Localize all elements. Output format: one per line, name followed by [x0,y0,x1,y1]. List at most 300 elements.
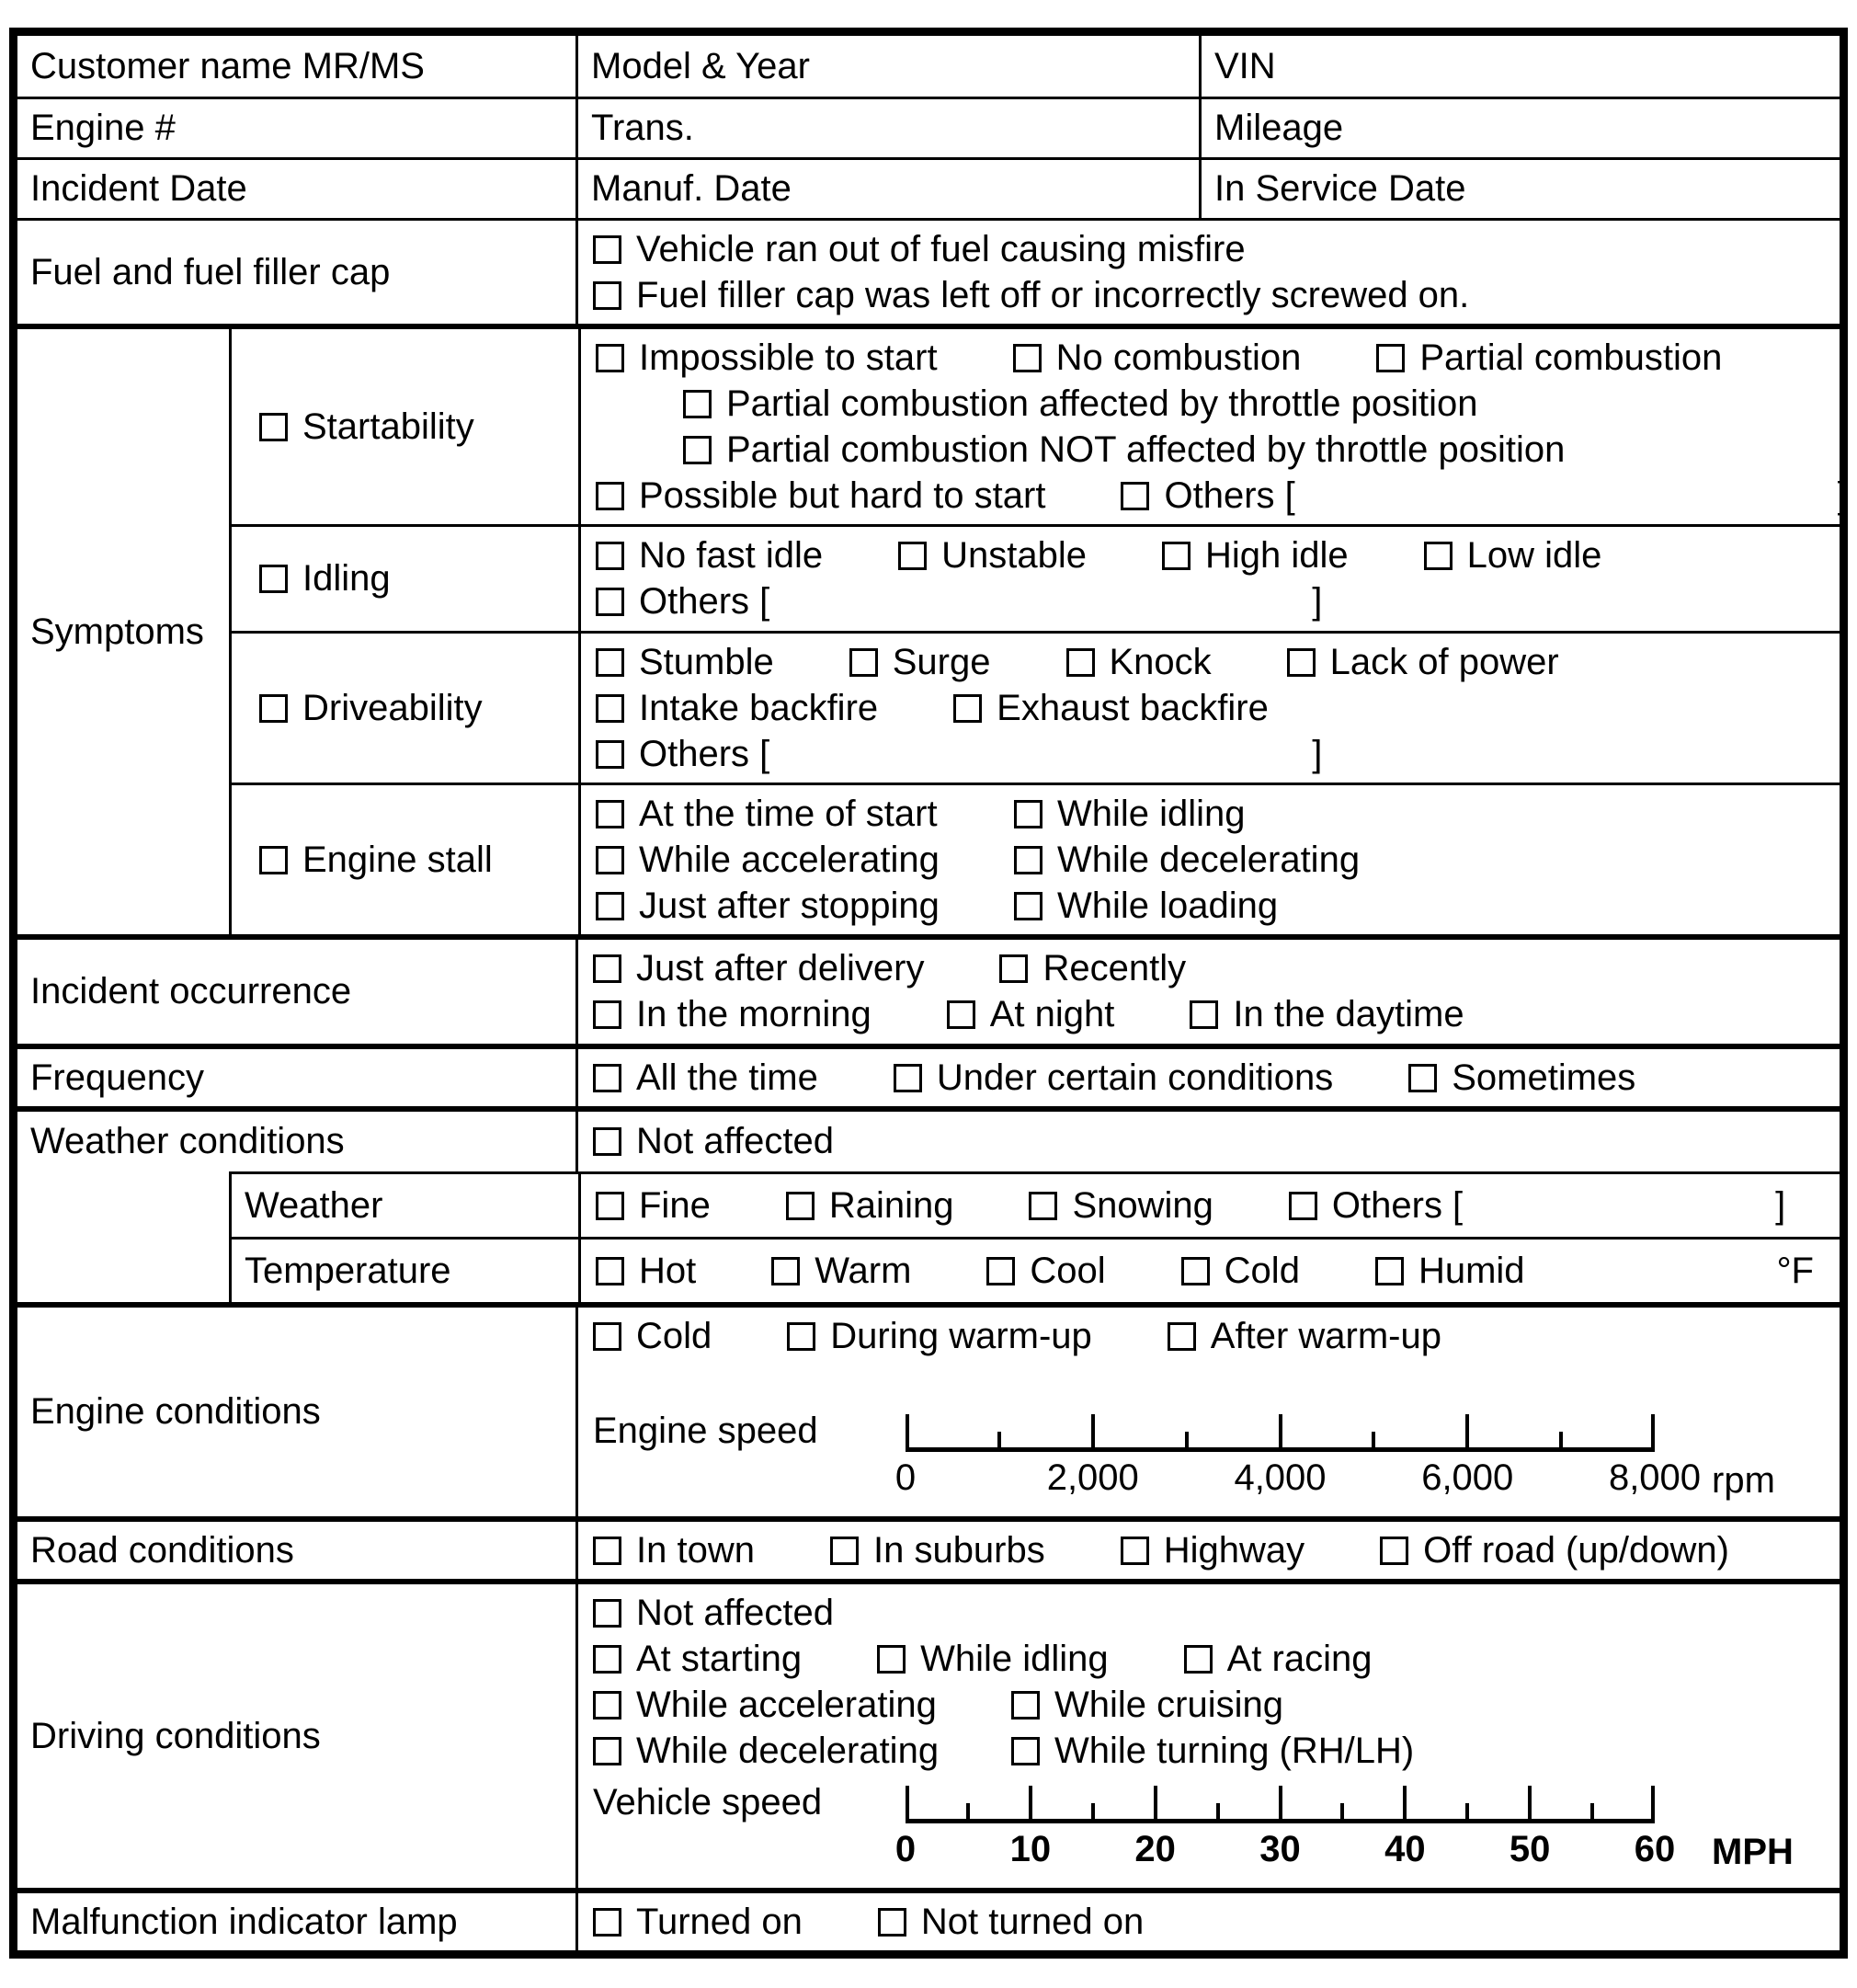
weather-sublabel: Weather [229,1171,578,1237]
option-label: Exhaust backfire [997,687,1269,728]
option [593,1121,834,1162]
option-label: Others [ [1164,474,1295,516]
option-line [596,533,1848,579]
checkbox[interactable] [771,1257,800,1285]
checkbox[interactable] [1168,1322,1196,1351]
road-conditions-label: Road conditions [17,1522,578,1579]
vehicle-speed-unit: MPH [1712,1832,1794,1872]
checkbox[interactable] [878,1908,906,1937]
option [596,642,774,683]
symptom-row-idling [232,524,1848,631]
checkbox[interactable] [898,542,927,570]
scale-tick-label: 0 [894,1457,917,1498]
checkbox[interactable] [596,892,624,920]
option [593,1593,834,1634]
checkbox[interactable] [596,694,624,723]
weather-spacer [17,1237,229,1302]
engine-stall-subcell [232,785,581,934]
option-label: While cruising [1054,1684,1283,1725]
option [1066,642,1212,683]
field-incident-date[interactable]: Incident Date [17,160,578,218]
option [596,688,878,729]
engine-conditions-label: Engine conditions [17,1308,578,1516]
option [1181,1251,1300,1292]
option-line [593,226,1840,272]
option-line [593,1682,1840,1728]
option-label: At night [989,994,1115,1034]
checkbox[interactable] [593,1645,621,1674]
option-label: Low idle [1466,535,1602,576]
option-label: Others [ [639,733,770,774]
checkbox[interactable] [999,954,1028,983]
option-label: Unstable [941,535,1087,576]
option-line [593,1055,1840,1101]
checkbox[interactable] [1011,1737,1040,1765]
option [849,642,991,683]
scale-tick [1403,1786,1407,1819]
option [593,1639,802,1680]
option [596,794,1014,835]
option-line [593,1728,1840,1774]
option [878,1902,1144,1943]
bracket-close: ] [1312,733,1323,774]
checkbox[interactable] [596,846,624,874]
checkbox[interactable] [593,954,621,983]
engine-speed-unit: rpm [1712,1460,1775,1501]
checkbox[interactable] [953,694,982,723]
option [596,337,938,379]
option-label: Intake backfire [639,687,879,728]
option [1014,794,1246,835]
option [999,948,1186,989]
checkbox[interactable] [1289,1192,1317,1220]
section-engine-conditions [17,1302,1840,1516]
section-driving-conditions [17,1579,1840,1888]
scale-tick [1372,1432,1375,1447]
incident-occurrence-label: Incident occurrence [17,940,578,1044]
vehicle-speed-ruler [894,1785,1794,1875]
option-label: No fast idle [639,535,824,576]
option [1011,1731,1414,1772]
option-line [593,992,1840,1038]
option-label: Others [ [639,581,770,622]
checkbox[interactable] [1014,892,1042,920]
option [683,429,1565,471]
scale-tick [1340,1803,1344,1819]
option [1376,337,1722,379]
option [894,1057,1333,1099]
scale-tick-label: 40 [1384,1829,1426,1869]
option-label: Not turned on [920,1901,1145,1942]
checkbox[interactable] [1121,1537,1149,1565]
scale-tick [1528,1786,1532,1819]
checkbox[interactable] [259,565,288,593]
option [683,383,1478,425]
checkbox[interactable] [596,588,624,616]
option-line [593,1590,1840,1636]
option [953,688,1269,729]
bracket-close: ] [1775,1184,1786,1226]
scale-tick-label: 50 [1509,1829,1551,1869]
option-label: Raining [828,1184,954,1226]
symptom-row-driveability [232,631,1848,783]
checkbox[interactable] [259,694,288,723]
option-line [596,579,1848,625]
option [1168,1316,1441,1357]
checkbox[interactable] [894,1064,922,1092]
scale-tick [1091,1414,1095,1447]
scale-tick [906,1414,909,1447]
checkbox[interactable] [1181,1257,1210,1285]
option [787,1316,1092,1357]
option-label: Stumble [639,641,774,682]
option [1380,1530,1729,1571]
option-label: Cool [1030,1250,1106,1291]
option-label: Engine stall [302,839,493,880]
checkbox[interactable] [596,800,624,828]
option-label: Partial combustion affected by throttle position [726,383,1478,424]
option-label: In the morning [636,994,872,1034]
option [596,1251,696,1292]
unit-label [1777,1251,1814,1292]
option [1121,1530,1304,1571]
field-trans[interactable]: Trans. [578,99,1202,157]
option-label: Lack of power [1329,641,1559,682]
field-vin[interactable]: VIN [1214,45,1276,86]
scale-tick [1216,1803,1220,1819]
option-label: Recently [1042,948,1187,988]
checkbox[interactable] [1066,648,1095,677]
scale-tick [1279,1414,1282,1447]
checkbox[interactable] [596,542,624,570]
bracket-close: ] [1837,474,1848,516]
option-label: Knock [1109,641,1212,682]
option [596,581,1322,623]
checkbox[interactable] [596,344,624,372]
option-line [596,335,1848,381]
scale-tick [906,1786,909,1819]
option-line [596,473,1848,519]
checkbox[interactable] [1380,1537,1408,1565]
option [1408,1057,1635,1099]
checkbox[interactable] [259,413,288,441]
checkbox[interactable] [1375,1257,1404,1285]
fuel-label: Fuel and fuel filler cap [17,221,578,324]
checkbox[interactable] [596,1192,624,1220]
scale-tick [1651,1786,1655,1819]
option [593,229,1246,270]
weather-head-row [17,1112,1840,1171]
option-line [593,1313,1840,1359]
field-customer-name[interactable]: Customer name MR/MS [17,36,578,97]
option [1029,1185,1213,1227]
vehicle-diagnostic-form [9,28,1848,1959]
option-label: High idle [1204,535,1349,576]
option-label: Cold [1224,1250,1300,1291]
option-label: Startability [302,406,474,447]
weather-sub-row [17,1171,1840,1237]
checkbox[interactable] [830,1537,859,1565]
checkbox[interactable] [596,1257,624,1285]
option-label: Others [ [1331,1184,1464,1226]
scale-tick [1279,1786,1282,1819]
vehicle-speed-scale [593,1782,1840,1882]
option-line [593,946,1840,992]
option-label: Highway [1163,1529,1305,1571]
option-label: While idling [920,1638,1109,1679]
checkbox[interactable] [1029,1192,1057,1220]
checkbox[interactable] [787,1322,815,1351]
option [593,1530,755,1571]
option [593,1731,1011,1772]
symptom-row-engine-stall [232,783,1848,934]
section-road-conditions [17,1516,1840,1579]
option-label: Off road (up/down) [1423,1529,1729,1571]
option-line [596,791,1848,837]
option-label: Idling [302,558,391,599]
option-label: Hot [639,1250,697,1291]
checkbox[interactable] [683,436,712,464]
checkbox[interactable] [593,1599,621,1628]
frequency-label: Frequency [17,1049,578,1106]
option [1289,1185,1785,1227]
option-label: Humid [1418,1250,1525,1291]
startability-subcell [232,329,581,524]
checkbox[interactable] [849,648,878,677]
section-symptoms [17,324,1848,934]
option-line [596,837,1848,883]
scale-tick-label: 60 [1634,1829,1676,1869]
option-label: While turning (RH/LH) [1054,1730,1415,1771]
scale-tick-label: 6,000 [1421,1457,1514,1498]
option-label: Impossible to start [639,337,938,378]
option-label: During warm-up [830,1315,1092,1356]
checkbox[interactable] [593,1691,621,1720]
checkbox[interactable] [1011,1691,1040,1720]
checkbox[interactable] [1287,648,1316,677]
option [1190,994,1464,1035]
option-label: While accelerating [639,839,940,880]
option-line [593,1899,1840,1945]
option-label: At starting [636,1638,803,1679]
option-label: Surge [892,641,991,682]
engine-speed-label: Engine speed [593,1411,818,1451]
option-label: Fuel filler cap was left off or incorrectly screwed on. [636,274,1470,315]
field-engine-number[interactable]: Engine # [17,99,578,157]
checkbox[interactable] [1014,800,1042,828]
checkbox[interactable] [1190,1000,1218,1029]
scale-tick-label: 20 [1134,1829,1176,1869]
weather-conditions-label: Weather conditions [17,1112,578,1171]
scale-tick [1154,1786,1157,1819]
option-label: All the time [636,1057,818,1098]
symptoms-label: Symptoms [30,611,204,652]
option-label: While decelerating [636,1730,940,1771]
engine-speed-scale [593,1411,1840,1511]
option-line [593,1527,1840,1573]
checkbox[interactable] [877,1645,906,1674]
checkbox[interactable] [593,281,621,310]
option-label: At the time of start [639,793,938,834]
option [593,1057,818,1099]
option [593,275,1469,316]
checkbox[interactable] [593,1537,621,1565]
weather-spacer [17,1171,229,1237]
option [1121,475,1847,517]
option [1011,1685,1283,1726]
checkbox[interactable] [593,1064,621,1092]
option [593,948,924,989]
option-line [593,1636,1840,1682]
option-label: Driveability [302,687,483,728]
engine-speed-ruler [894,1413,1775,1503]
checkbox[interactable] [1184,1645,1213,1674]
option-label: Fine [639,1184,711,1226]
option-label: °F [1776,1250,1814,1291]
checkbox[interactable] [786,1192,815,1220]
option [1375,1251,1525,1292]
option-label: In suburbs [872,1529,1045,1571]
scale-tick-label: 30 [1259,1829,1301,1869]
option-label: Partial combustion NOT affected by throttle position [726,428,1566,470]
checkbox[interactable] [593,235,621,264]
checkbox[interactable] [986,1257,1015,1285]
option [596,734,1322,775]
option [596,535,823,577]
checkbox[interactable] [593,1908,621,1937]
option [986,1251,1105,1292]
field-model-year[interactable]: Model & Year [578,36,1202,97]
checkbox[interactable] [596,740,624,769]
option-label: Warm [815,1250,912,1291]
option-line [593,1119,1840,1165]
checkbox[interactable] [1424,542,1453,570]
bracket-close: ] [1312,581,1323,622]
checkbox[interactable] [593,1127,621,1156]
scale-tick-label: 4,000 [1234,1457,1327,1498]
checkbox[interactable] [1014,846,1042,874]
option [593,1685,1011,1726]
checkbox[interactable] [259,846,288,874]
scale-tick-label: 10 [1009,1829,1052,1869]
checkbox[interactable] [1162,542,1191,570]
symptom-row-startability [232,329,1848,524]
option [593,1316,712,1357]
option-label: Turned on [636,1901,803,1942]
scale-tick-label: 2,000 [1046,1457,1139,1498]
scale-tick-label: 8,000 [1608,1457,1702,1498]
option [786,1185,954,1227]
field-mileage[interactable]: Mileage [1214,108,1344,148]
option-label: No combustion [1055,337,1302,378]
checkbox[interactable] [1013,344,1042,372]
option-line [596,1248,1840,1294]
temperature-sub-row [17,1237,1840,1302]
option-label: Partial combustion [1419,337,1723,378]
checkbox[interactable] [593,1322,621,1351]
section-weather [17,1106,1840,1302]
option-label: After warm-up [1210,1315,1441,1356]
option [593,1902,803,1943]
symptoms-body [229,329,1848,934]
option [1424,535,1602,577]
checkbox[interactable] [1376,344,1405,372]
checkbox[interactable] [593,1737,621,1765]
checkbox[interactable] [683,390,712,418]
section-fuel [17,218,1840,324]
option-line [596,639,1848,685]
section-frequency [17,1044,1840,1106]
option-label: While accelerating [636,1684,937,1725]
idling-subcell [232,527,581,631]
field-in-service-date[interactable]: In Service Date [1214,168,1466,209]
option [1287,642,1559,683]
checkbox[interactable] [596,482,624,510]
info-row-3 [17,157,1840,218]
driving-conditions-label: Driving conditions [17,1584,578,1888]
scale-tick [1651,1414,1655,1447]
option [1013,337,1302,379]
option-label: Not affected [636,1121,834,1161]
option-label: Under certain conditions [936,1057,1334,1098]
scale-tick [1091,1803,1095,1819]
option-label: Just after delivery [636,948,925,988]
option [1014,885,1278,927]
option-label: Sometimes [1452,1057,1636,1098]
option-line [596,1183,1840,1228]
option-label: In town [636,1529,755,1571]
option [1184,1639,1373,1680]
option-line [683,381,1848,427]
option [593,994,872,1035]
checkbox[interactable] [596,648,624,677]
checkbox[interactable] [1121,482,1149,510]
section-malfunction-indicator-lamp [17,1888,1840,1950]
option-label: In the daytime [1233,994,1464,1034]
option-label: At racing [1226,1638,1373,1679]
scale-tick [1029,1786,1032,1819]
option-line [596,685,1848,731]
checkbox[interactable] [593,1000,621,1029]
scale-tick [1559,1432,1563,1447]
malfunction-indicator-lamp-label: Malfunction indicator lamp [17,1893,578,1950]
checkbox[interactable] [947,1000,975,1029]
option [898,535,1087,577]
option [596,475,1045,517]
temperature-sublabel: Temperature [229,1237,578,1302]
info-row-2 [17,97,1840,157]
scale-tick [966,1803,970,1819]
option [830,1530,1045,1571]
driveability-subcell [232,634,581,783]
scale-tick [1185,1432,1189,1447]
option-line [593,272,1840,318]
scale-tick [1465,1803,1469,1819]
option [596,885,1014,927]
option [877,1639,1109,1680]
scale-tick [997,1432,1001,1447]
option-label: Cold [636,1315,712,1356]
option-label: While loading [1057,885,1279,926]
option-label: Not affected [636,1592,834,1633]
scale-tick [1465,1414,1469,1447]
field-manuf-date[interactable]: Manuf. Date [578,160,1202,218]
option-label: Vehicle ran out of fuel causing misfire [636,228,1246,269]
option-label: While idling [1057,793,1246,834]
option-label: Just after stopping [639,885,940,926]
checkbox[interactable] [1408,1064,1437,1092]
option [596,840,1014,881]
